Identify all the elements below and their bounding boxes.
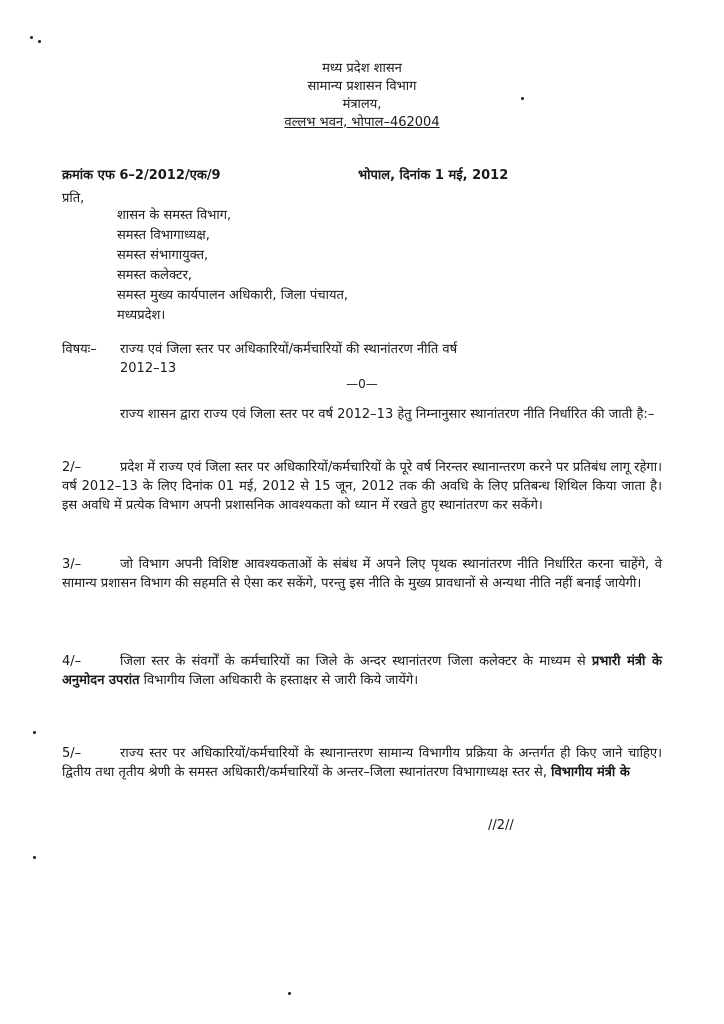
paragraph-3: [62, 555, 662, 593]
paragraph-emphasis: विभागीय मंत्री के: [551, 765, 630, 780]
scan-speck: [33, 731, 36, 734]
scan-speck: [288, 992, 291, 995]
paragraph-2: [62, 458, 662, 515]
paragraph-5: [62, 744, 662, 782]
paragraph-number: 5/–: [62, 746, 82, 761]
paragraph-text: जिला स्तर के संवर्गों के कर्मचारियों का जिले के अन्दर स्थानांतरण जिला कलेक्टर के माध्यम से: [120, 654, 592, 669]
scan-speck: [33, 856, 36, 859]
paragraph-number: 2/–: [62, 460, 82, 475]
subject-label: विषयः–: [62, 342, 97, 357]
addressee: समस्त कलेक्टर,: [117, 268, 193, 283]
paragraph-4: [62, 652, 662, 690]
reference-number: क्रमांक एफ 6–2/2012/एक/9: [62, 168, 221, 183]
intro-paragraph: [62, 405, 662, 424]
intro-text: राज्य शासन द्वारा राज्य एवं जिला स्तर पर वर्ष 2012–13 हेतु निम्नानुसार स्थानांतरण नीति निर्धारित की जाती है:–: [120, 407, 655, 422]
paragraph-text: राज्य स्तर पर अधिकारियों/कर्मचारियों के स्थानान्तरण सामान्य विभागीय प्रक्रिया के अन्तर्गत ही किए जाने चाहिए। द्वितीय तथा तृतीय श्रेणी के समस्त अधिकारी/कर्मचारियों के अन्तर–जिला स्थानांतरण विभागाध्यक्ष स्तर से,: [62, 746, 662, 780]
addressee: शासन के समस्त विभाग,: [117, 208, 232, 223]
paragraph-emphasis: प्रभारी मंत्री के अनुमोदन उपरांत: [62, 654, 662, 688]
letter-date: भोपाल, दिनांक 1 मई, 2012: [358, 168, 509, 183]
govt-name: मध्य प्रदेश शासन: [322, 61, 402, 76]
office-address: वल्लभ भवन, भोपाल–462004: [284, 115, 440, 130]
page-marker: //2//: [488, 818, 514, 833]
addressee-list: [117, 206, 348, 326]
addressee: समस्त मुख्य कार्यपालन अधिकारी, जिला पंचायत,: [117, 288, 349, 303]
department-name: सामान्य प्रशासन विभाग: [307, 79, 417, 94]
paragraph-text: प्रदेश में राज्य एवं जिला स्तर पर अधिकारियों/कर्मचारियों के पूरे वर्ष निरन्तर स्थानान्तरण करने पर प्रतिबंध लागू रहेगा। वर्ष 2012–13 के लिए दिनांक 01 मई, 2012 से 15 जून, 2012 तक की अवधि के लिए प्रतिबन्ध शिथिल किया जाता है। इस अवधि में प्रत्येक विभाग अपनी प्रशासनिक आवश्यकता को ध्यान में रखते हुए स्थानांतरण कर सकेंगे।: [62, 460, 662, 513]
secretariat: मंत्रालय,: [342, 97, 382, 112]
to-label: प्रति,: [62, 191, 85, 206]
paragraph-text: जो विभाग अपनी विशिष्ट आवश्यकताओं के संबंध में अपने लिए पृथक स्थानांतरण नीति निर्धारित करना चाहेंगे, वे सामान्य प्रशासन विभाग की सहमति से ऐसा कर सकेंगे, परन्तु इस नीति के मुख्य प्रावधानों से अन्यथा नीति नहीं बनाई जायेगी।: [62, 557, 662, 591]
addressee: समस्त विभागाध्यक्ष,: [117, 228, 210, 243]
addressee: समस्त संभागायुक्त,: [117, 248, 209, 263]
subject-year: 2012–13: [120, 361, 177, 376]
scan-speck: [30, 36, 33, 39]
paragraph-number: 4/–: [62, 654, 82, 669]
subject-text: राज्य एवं जिला स्तर पर अधिकारियों/कर्मचारियों की स्थानांतरण नीति वर्ष: [120, 342, 458, 357]
scan-speck: [38, 40, 41, 43]
subject-line: [62, 340, 662, 378]
paragraph-number: 3/–: [62, 557, 82, 572]
separator: —0—: [346, 377, 378, 391]
paragraph-text: विभागीय जिला अधिकारी के हस्ताक्षर से जारी किये जायेंगे।: [139, 673, 419, 688]
letterhead: [0, 60, 724, 132]
addressee: मध्यप्रदेश।: [117, 308, 166, 323]
